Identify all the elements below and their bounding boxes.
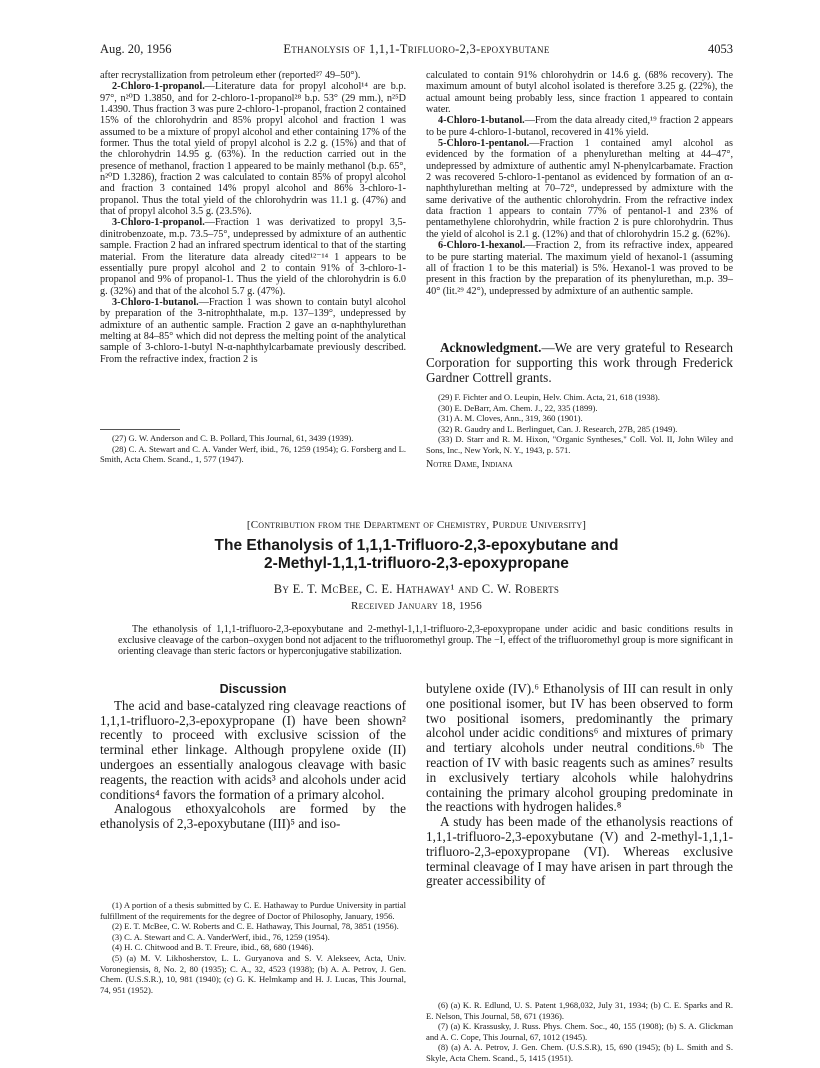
- footnote: (1) A portion of a thesis submitted by C. E. Hathaway to Purdue University in partial fulfillment of the requirements for the degree of Doctor of Philosophy, January, 1956.: [100, 900, 406, 921]
- footnote: (8) (a) A. A. Petrov, J. Gen. Chem. (U.S.S.R), 15, 690 (1945); (b) L. Smith and S. Skyle, Acta Chem. Scand., 5, 1415 (1951).: [426, 1042, 733, 1063]
- experimental-column-left: [100, 70, 406, 365]
- acknowledgment-text: —We are very grateful to Research Corporation for supporting this work through Frederick Gardner Cottrell grants.: [426, 340, 733, 385]
- contribution-note: [Contribution from the Department of Chemistry, Purdue University]: [246, 519, 587, 531]
- paragraph-text: —Fraction 1 was shown to contain butyl alcohol by preparation of the 3-nitrophthalate, m.p. 137–139°, undepressed by admixture of an authentic sample. Fraction 2 gave an α-naphthylurethan melting at 84–85° which did not depress the melting point of the analytical sample of 3-chloro-1-butyl N-α-naphthylcarbamate previously described. From the refractive index, fraction 2 is: [100, 296, 406, 365]
- section-run-in-heading: 4-Chloro-1-butanol.: [438, 115, 525, 127]
- article-title: [100, 537, 733, 573]
- footnote: (7) (a) K. Krassusky, J. Russ. Phys. Chem. Soc., 40, 155 (1908); (b) S. A. Glickman and A. C. Cope, This Journal, 67, 1012 (1945).: [426, 1021, 733, 1042]
- paragraph: butylene oxide (IV).⁶ Ethanolysis of III can result in only one positional isomer, but IV has been observed to form two positional isomers, predominantly the primary alcohol under acidic conditions⁶ and mixtures of primary and tertiary alcohols under neutral conditions.⁶ᵇ The reaction of IV with basic reagents such as amines⁷ results in exclusively tertiary alcohols while halohydrins containing the primary alcohol grouping predominate in the reactions with hydrogen halides.⁸: [426, 681, 733, 815]
- abstract-text: The ethanolysis of 1,1,1-trifluoro-2,3-epoxybutane and 2-methyl-1,1,1-trifluoro-2,3-epoxypropane under acidic and basic conditions results in exclusive cleavage of the carbon–oxygen bond not adjacent to the trifluoromethyl group. The −I, effect of the trifluoromethyl group is more significant in orienting cleavage than steric factors or hyperconjugative stabilization.: [118, 624, 733, 657]
- paragraph-text: —Fraction 2, from its refractive index, appeared to be pure starting material. The maximum yield of hexanol-1 (assuming all of fraction 1 to be this material) is 5%. Hexanol-1 was proved to be present in this fraction by the preparation of its phenylurethan, m.p. 39–40° (lit.²⁹ 42°), undepressed by admixture of an authentic sample.: [426, 240, 733, 297]
- page-number: 4053: [708, 42, 733, 56]
- footnote: (27) G. W. Anderson and C. B. Pollard, This Journal, 61, 3439 (1939).: [112, 433, 354, 443]
- section-run-in-heading: 3-Chloro-1-propanol.: [112, 217, 205, 229]
- footnotes-left-top: [100, 433, 406, 465]
- issue-date: Aug. 20, 1956: [100, 42, 172, 56]
- article-title-line: 2-Methyl-1,1,1-trifluoro-2,3-epoxypropane: [264, 555, 569, 572]
- article-title-line: The Ethanolysis of 1,1,1-Trifluoro-2,3-epoxybutane and: [214, 537, 619, 554]
- footnote: (29) F. Fichter and O. Leupin, Helv. Chim. Acta, 21, 618 (1938).: [438, 392, 660, 402]
- paragraph-text: —From the data already cited,¹⁹ fraction 2 appears to be pure 4-chloro-1-butanol, recovered in 41% yield.: [426, 115, 733, 138]
- paragraph-text: —Literature data for propyl alcohol¹⁴ are b.p. 97°, n²⁰D 1.3850, and for 2-chloro-1-propanol²⁸ b.p. 53° (29 mm.), n²⁵D 1.4390. Thus fraction 3 was pure 2-chloro-1-propanol, fraction 2 contained 15% of the chlorohydrin and 85% propyl alcohol and fraction 1 was assumed to be a mixture of propyl alcohol and ether containing 17% of the former. Thus the total yield of propyl alcohol is 2.2 g. (15%) and that of the chlorohydrin 14.95 g. (63%). In the reduction carried out in the presence of methanol, fraction 1 appeared to be mainly methanol (b.p. 65°, n²⁰D 1.3286), fraction 2 was calculated to contain 85% of propyl alcohol and fraction 3 contained 14% propyl alcohol and 86% 3-chloro-1-propanol. Thus the total yield of the chlorohydrin was 11.1 g. (47%) and that of propyl alcohol 3.5 g. (23.5%).: [100, 81, 406, 218]
- section-run-in-heading: 3-Chloro-1-butanol.: [112, 296, 199, 308]
- footnotes-right-top: [426, 392, 733, 470]
- footnote: (6) (a) K. R. Edlund, U. S. Patent 1,968,032, July 31, 1934; (b) C. E. Sparks and R. E. Nelson, This Journal, 58, 671 (1936).: [426, 1000, 733, 1021]
- footnote: (2) E. T. McBee, C. W. Roberts and C. E. Hathaway, This Journal, 78, 3851 (1956).: [112, 921, 399, 932]
- footnotes-left-bottom: [100, 900, 406, 995]
- footnote: (31) A. M. Cloves, Ann., 319, 360 (1901).: [438, 413, 583, 424]
- paragraph: after recrystallization from petroleum ether (reported²⁷ 49–50°).: [100, 70, 361, 81]
- paragraph: [426, 115, 733, 138]
- author-byline: By E. T. McBee, C. E. Hathaway¹ and C. W. Roberts: [273, 582, 560, 596]
- running-header: [100, 42, 733, 60]
- footnote: (4) H. C. Chitwood and B. T. Freure, ibid., 68, 680 (1946).: [112, 942, 314, 953]
- body-column-right: [426, 682, 733, 889]
- paragraph: Analogous ethoxyalcohols are formed by the ethanolysis of 2,3-epoxybutane (III)⁵ and iso-: [100, 801, 406, 832]
- paragraph: calculated to contain 91% chlorohydrin or 14.6 g. (68% recovery). The maximum amount of butyl alcohol isolated is therefore 3.25 g. (22%), the actual amount being probably less, since fraction 1 appeared to contain water.: [426, 70, 733, 116]
- section-run-in-heading: 5-Chloro-1-pentanol.: [438, 138, 530, 150]
- footnote: (3) C. A. Stewart and C. A. VanderWerf, ibid., 76, 1259 (1954).: [112, 931, 330, 942]
- footnote: (30) E. DeBarr, Am. Chem. J., 22, 335 (1899).: [438, 402, 598, 413]
- acknowledgment-heading: Acknowledgment.: [440, 340, 542, 355]
- paragraph: The acid and base-catalyzed ring cleavage reactions of 1,1,1-trifluoro-2,3-epoxypropane (I) have been shown² recently to proceed with exclusive scission of the terminal ether linkage. Although propylene oxide (II) undergoes an essentially analogous cleavage with basic reagents, the reaction with acids³ and alcohols under acid conditions⁴ favors the formation of a primary alcohol.: [100, 697, 406, 802]
- footnote: (5) (a) M. V. Likhosherstov, L. L. Guryanova and S. V. Alekseev, Acta, Univ. Voronegiensis, 8, No. 2, 80 (1935); C. A., 32, 4523 (1938); (b) A. A. Petrov, J. Gen. Chem. (U.S.S.R.), 10, 981 (1940); (c) G. K. Helmkamp and H. J. Lucas, This Journal, 74, 951 (1952).: [100, 952, 406, 995]
- body-column-left: [100, 682, 406, 832]
- paragraph-text: —Fraction 1 was derivatized to propyl 3,5-dinitrobenzoate, m.p. 73.5–75°, undepressed by admixture of an authentic sample. Fraction 2 had an infrared spectrum identical to that of the starting material. From the literature data already cited¹²⁻¹⁴ 1 appears to be essentially pure propyl alcohol and 2 to contain 91% of 3-chloro-1-propanol and 9% of propanol-1. Thus the yield of the chlorohydrin is 6.0 g. (32%) and that of the alcohol 5.7 g. (47%).: [100, 217, 406, 297]
- footnote: (32) R. Gaudry and L. Berlinguet, Can. J. Research, 27B, 285 (1949).: [438, 423, 678, 434]
- running-title: Ethanolysis of 1,1,1-Trifluoro-2,3-epoxybutane: [283, 42, 550, 56]
- footnote-divider: [100, 429, 180, 430]
- experimental-column-right: [426, 70, 733, 297]
- paragraph: [426, 138, 733, 240]
- section-run-in-heading: 2-Chloro-1-propanol.: [112, 81, 205, 93]
- footnote: (28) C. A. Stewart and C. A. Vander Werf, ibid., 76, 1259 (1954); G. Forsberg and L. Smith, Acta Chem. Scand., 1, 577 (1947).: [100, 443, 406, 465]
- paragraph: A study has been made of the ethanolysis reactions of 1,1,1-trifluoro-2,3-epoxybutane (V) and 2-methyl-1,1,1-trifluoro-2,3-epoxypropane (VI). Whereas exclusive terminal cleavage of I may have arisen in part through the greater accessibility of: [426, 814, 733, 889]
- abstract: [118, 625, 733, 657]
- paragraph: [426, 240, 733, 297]
- section-run-in-heading: 6-Chloro-1-hexanol.: [438, 240, 526, 252]
- paragraph: [100, 81, 406, 217]
- paragraph: [100, 217, 406, 296]
- footnotes-right-bottom: [426, 1000, 733, 1064]
- acknowledgment: [426, 341, 733, 385]
- paragraph-text: —Fraction 1 contained amyl alcohol as evidenced by the formation of a phenylurethan melting at 44–47°, undepressed by admixture of authentic amyl N-phenylcarbamate. Fraction 2 was recovered 5-chloro-1-pentanol as evidenced by formation of an α-naphthylurethan melting at 70–72°, undepressed by admixture with the same derivative of the authentic chlorohydrin. From the refractive index data fraction 1 appears to contain 77% of pentanol-1 and 23% of pentamethylene chlorohydrin, while fraction 2 is pure chlorohydrin. Thus the yield of alcohol is 2.1 g. (12%) and that of chlorohydrin 15.2 g. (62%).: [426, 138, 733, 240]
- section-heading: Discussion: [219, 682, 287, 696]
- received-date: Received January 18, 1956: [350, 600, 483, 612]
- institution-location: Notre Dame, Indiana: [426, 458, 513, 470]
- paragraph: [100, 297, 406, 365]
- footnote: (33) D. Starr and R. M. Hixon, "Organic Syntheses," Coll. Vol. II, John Wiley and Sons, Inc., New York, N. Y., 1943, p. 571.: [426, 434, 733, 455]
